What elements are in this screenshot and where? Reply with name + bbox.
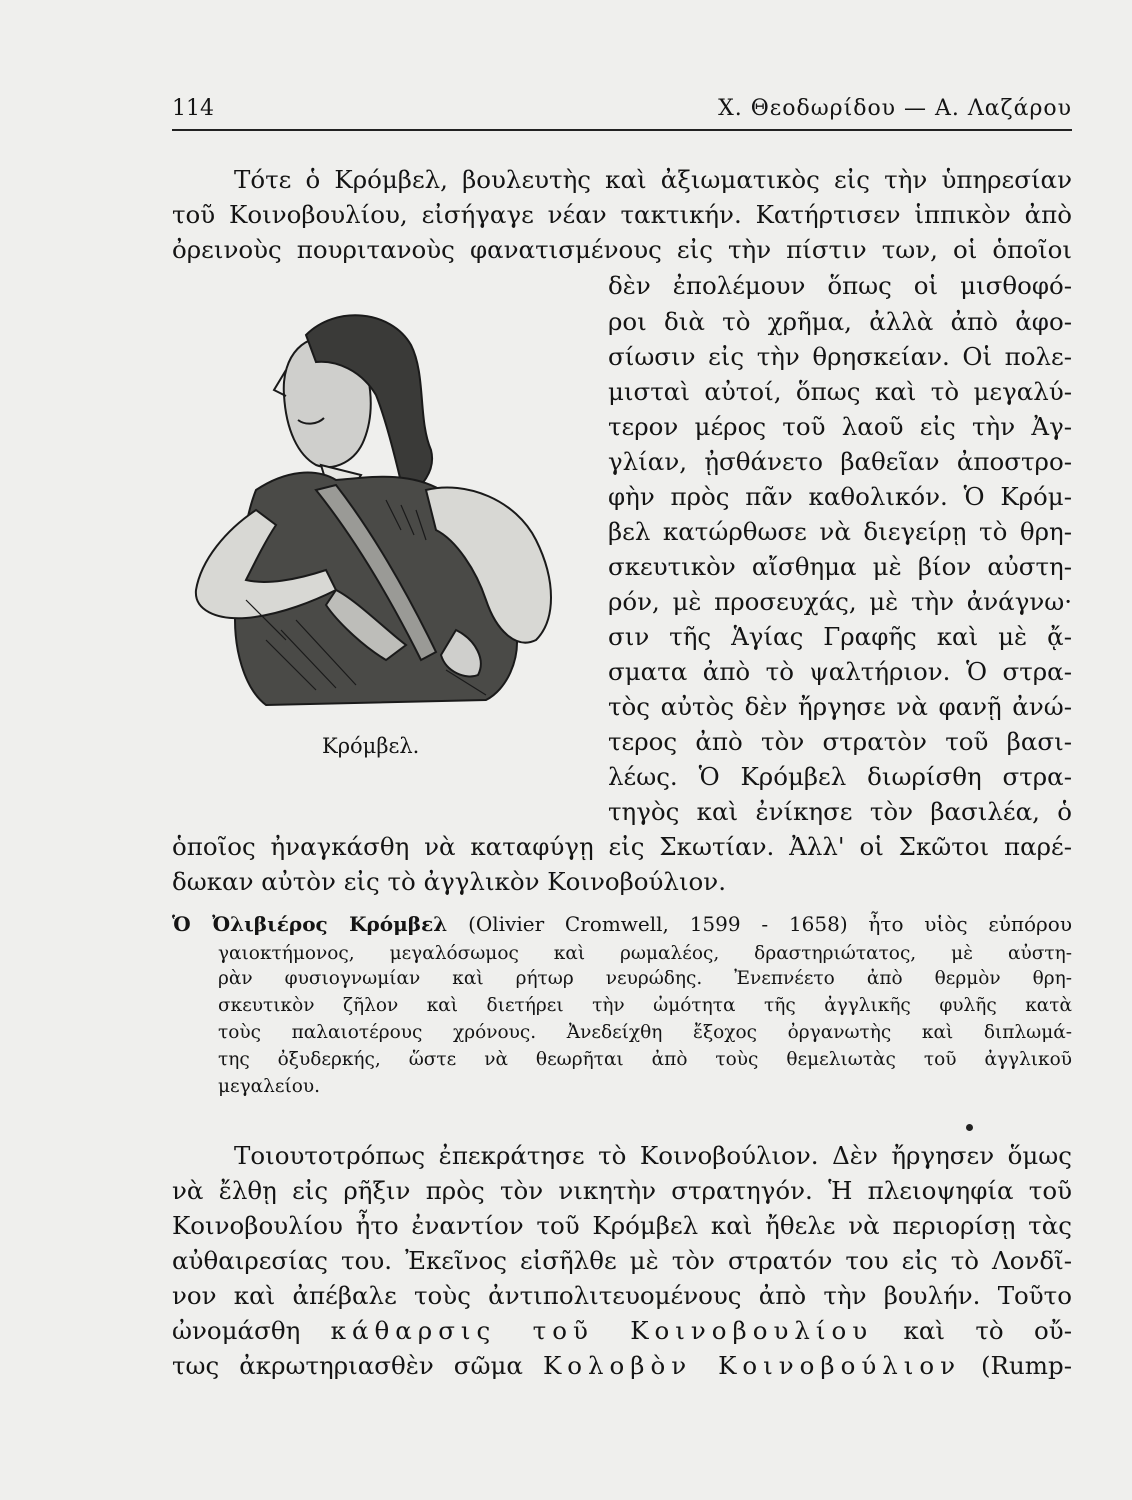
text-line: Κοινοβουλίου ἦτο ἐναντίον τοῦ Κρόμβελ καὶ ἤθελε νὰ περιορίσῃ τὰς (172, 1211, 1072, 1240)
text-line: σίωσιν εἰς τὴν θρησκείαν. Οἱ πολε- (608, 342, 1072, 371)
text-line: δὲν ἐπολέμουν ὅπως οἱ μισθοφό- (608, 271, 1072, 300)
print-speck (966, 1124, 973, 1131)
note-first-line (172, 912, 1072, 937)
text-line: τερος ἀπὸ τὸν στρατὸν τοῦ βασι- (608, 727, 1072, 756)
text-line: ὁποῖος ἠναγκάσθη νὰ καταφύγῃ εἰς Σκωτίαν. Ἀλλ' οἱ Σκῶτοι παρέ- (172, 832, 1072, 861)
text-line: σκευτικὸν αἴσθημα μὲ βίον αὐστη- (608, 552, 1072, 581)
text-line: ροι διὰ τὸ χρῆμα, ἀλλὰ ἀπὸ ἀφο- (608, 307, 1072, 336)
text-line: σματα ἀπὸ τὸ ψαλτήριον. Ὁ στρα- (608, 657, 1072, 686)
line-segment: ὠνομάσθη (172, 1316, 301, 1345)
text-line: Τότε ὁ Κρόμβελ, βουλευτὴς καὶ ἀξιωματικὸς εἰς τὴν ὑπηρεσίαν (234, 165, 1072, 194)
spaced-emphasis: κάθαρσις τοῦ Κοινοβουλίου (330, 1316, 874, 1345)
text-line-spaced (172, 1315, 1072, 1347)
text-line: λέως. Ὁ Κρόμβελ διωρίσθη στρα- (608, 762, 1072, 791)
note-line: γαιοκτήμονος, μεγαλόσωμος καὶ ρωμαλέος, δραστηριώτατος, μὲ αὐστη- (218, 943, 1072, 964)
figure-caption: Κρόμβελ. (322, 734, 420, 758)
line-segment: καὶ τὸ οὔ- (903, 1316, 1072, 1345)
text-line: γλίαν, ᾐσθάνετο βαθεῖαν ἀποστρο- (608, 447, 1072, 476)
text-line: βελ κατώρθωσε νὰ διεγείρῃ τὸ θρη- (608, 517, 1072, 546)
header-rule (172, 129, 1072, 131)
text-line: δωκαν αὐτὸν εἰς τὸ ἀγγλικὸν Κοινοβούλιον. (172, 867, 726, 896)
line-segment: (Rump- (981, 1351, 1072, 1380)
text-line: νὰ ἔλθῃ εἰς ρῆξιν πρὸς τὸν νικητὴν στρατηγόν. Ἡ πλειοψηφία τοῦ (172, 1176, 1072, 1205)
text-line: σιν τῆς Ἁγίας Γραφῆς καὶ μὲ ᾄ- (608, 622, 1072, 651)
text-line: ρόν, μὲ προσευχάς, μὲ τὴν ἀνάγνω· (608, 587, 1072, 616)
text-line: τοῦ Κοινοβουλίου, εἰσήγαγε νέαν τακτικήν. Κατήρτισεν ἱππικὸν ἀπὸ (172, 200, 1072, 229)
note-line: της ὀξυδερκής, ὥστε νὰ θεωρῆται ἀπὸ τοὺς θεμελιωτὰς τοῦ ἀγγλικοῦ (218, 1049, 1072, 1070)
text-line: μισταὶ αὐτοί, ὅπως καὶ τὸ μεγαλύ- (608, 377, 1072, 406)
note-line: σκευτικὸν ζῆλον καὶ διετήρει τὴν ὠμότητα τῆς ἀγγλικῆς φυλῆς κατὰ (218, 995, 1072, 1016)
cromwell-portrait-illustration (186, 300, 578, 720)
running-title: Χ. Θεοδωρίδου — Α. Λαζάρου (718, 96, 1072, 121)
note-line: τοὺς παλαιοτέρους χρόνους. Ἀνεδείχθη ἔξοχος ὀργανωτὴς καὶ διπλωμά- (218, 1022, 1072, 1043)
text-line: τερον μέρος τοῦ λαοῦ εἰς τὴν Ἀγ- (608, 412, 1072, 441)
text-line: τὸς αὐτὸς δὲν ἤργησε νὰ φανῇ ἀνώ- (608, 692, 1072, 721)
text-line: τηγὸς καὶ ἐνίκησε τὸν βασιλέα, ὁ (608, 797, 1072, 826)
line-segment: τως ἀκρωτηριασθὲν σῶμα (172, 1351, 523, 1380)
text-line: Τοιουτοτρόπως ἐπεκράτησε τὸ Κοινοβούλιον. Δὲν ἤργησεν ὅμως (234, 1141, 1072, 1170)
text-line-spaced (172, 1350, 1072, 1382)
note-line: ρὰν φυσιογνωμίαν καὶ ρήτωρ νευρώδης. Ἐνεπνέετο ἀπὸ θερμὸν θρη- (218, 968, 1072, 989)
page-header (172, 96, 1072, 130)
text-line: ὀρεινοὺς πουριτανοὺς φανατισμένους εἰς τὴν πίστιν των, οἱ ὁποῖοι (172, 235, 1072, 264)
text-line: νον καὶ ἀπέβαλε τοὺς ἀντιπολιτευομένους ἀπὸ τὴν βουλήν. Τοῦτο (172, 1281, 1072, 1310)
spaced-emphasis: Κολοβὸν Κοινοβούλιον (542, 1351, 961, 1380)
text-line: αὐθαιρεσίας του. Ἐκεῖνος εἰσῆλθε μὲ τὸν στρατόν του εἰς τὸ Λονδῖ- (172, 1246, 1072, 1275)
note-line: μεγαλείου. (218, 1076, 320, 1097)
text-line: φὴν πρὸς πᾶν καθολικόν. Ὁ Κρόμ- (608, 482, 1072, 511)
note-name: Ὁ Ὀλιβιέρος Κρόμβελ (172, 912, 448, 936)
page-number: 114 (172, 96, 214, 121)
note-first-line-rest: (Olivier Cromwell, 1599 - 1658) ἦτο υἱὸς εὐπόρου (468, 912, 1073, 936)
